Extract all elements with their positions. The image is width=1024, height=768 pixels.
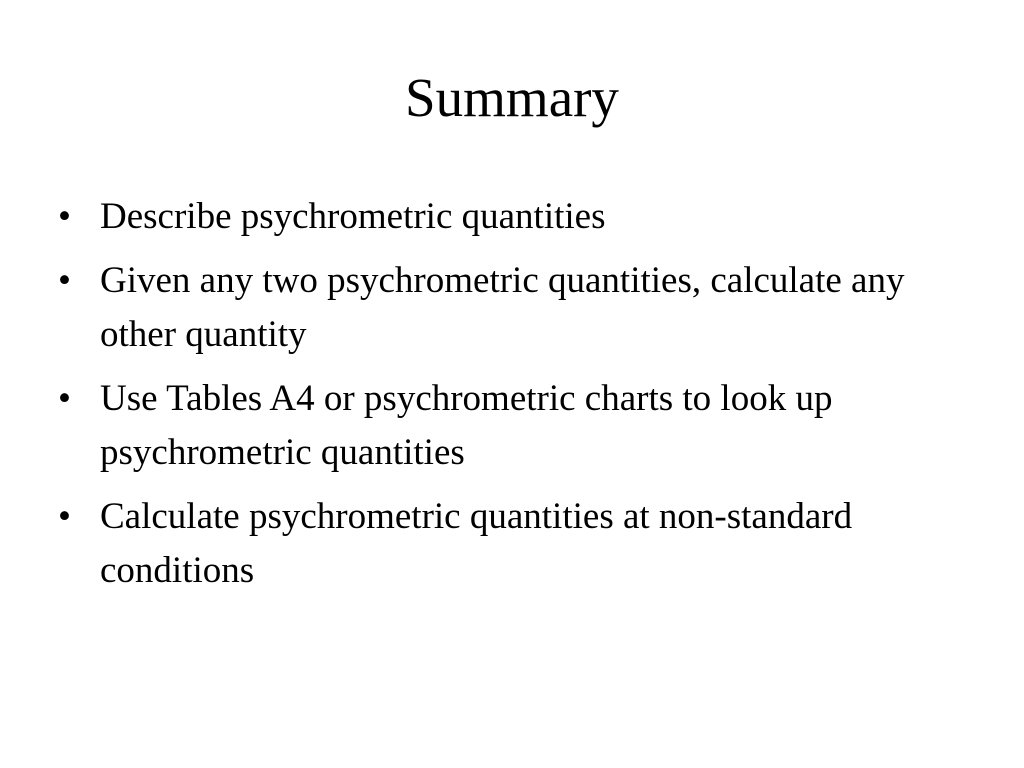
bullet-text: Use Tables A4 or psychrometric charts to look up psychrometric quantities <box>100 378 833 473</box>
bullet-text: Calculate psychrometric quantities at non-standard conditions <box>100 496 853 591</box>
bullet-item-describe <box>58 190 978 244</box>
bullet-text: Describe psychrometric quantities <box>100 196 606 237</box>
bullet-item-calculate <box>58 490 978 598</box>
bullet-text: Given any two psychrometric quantities, calculate any other quantity <box>100 260 905 355</box>
bullet-list <box>58 190 978 608</box>
bullet-marker-icon: • <box>58 196 71 237</box>
bullet-item-given <box>58 254 978 362</box>
bullet-marker-icon: • <box>58 260 71 301</box>
bullet-marker-icon: • <box>58 496 71 537</box>
bullet-item-tables <box>58 372 978 480</box>
bullet-marker-icon: • <box>58 378 71 419</box>
slide-title: Summary <box>405 67 619 128</box>
